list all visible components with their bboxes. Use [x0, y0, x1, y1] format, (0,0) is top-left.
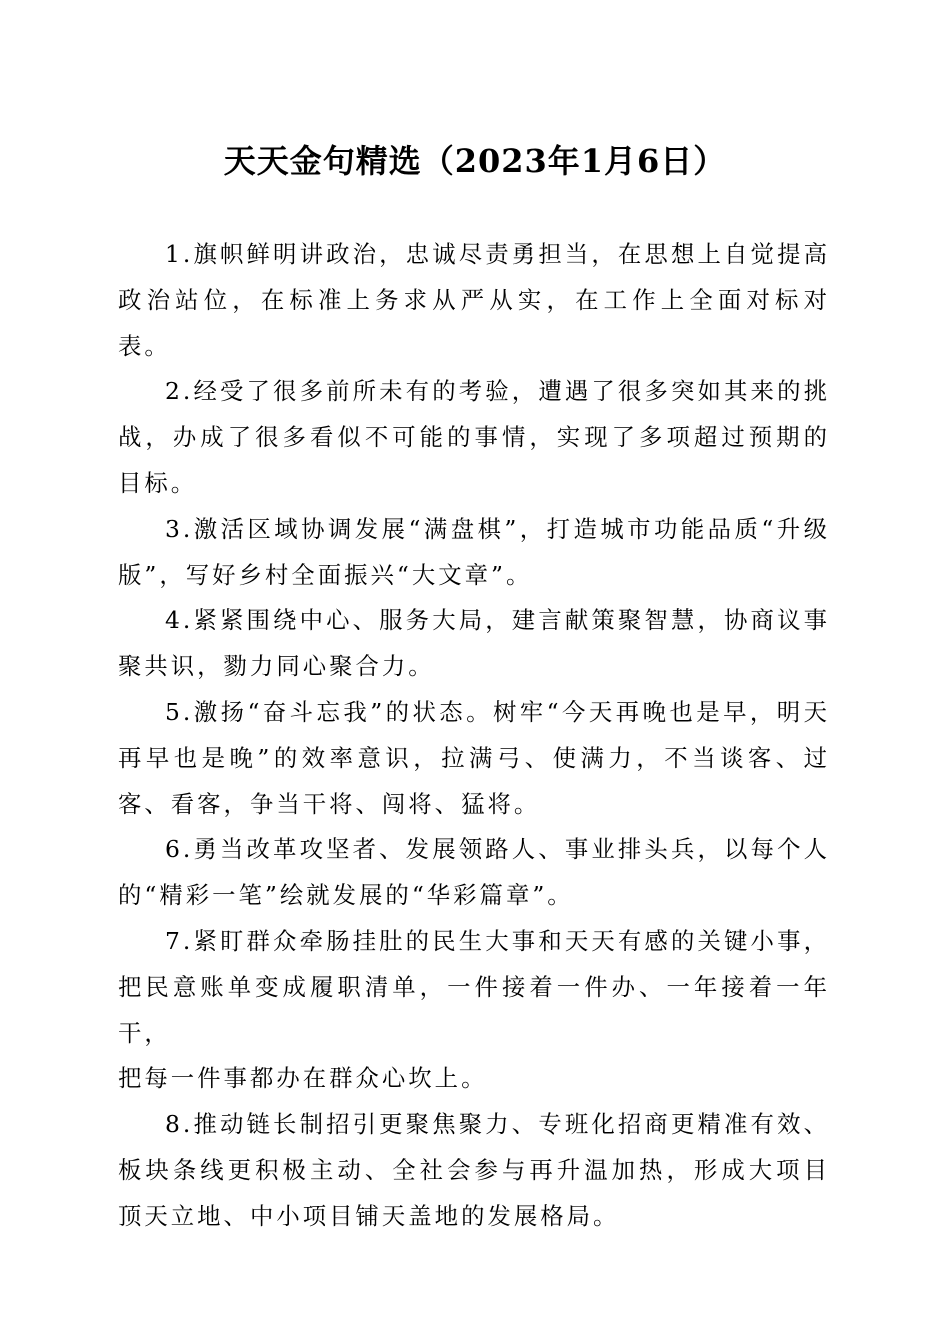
document-body — [118, 232, 830, 1240]
quote-item-4: 4.紧紧围绕中心、服务大局，建言献策聚智慧，协商议事聚共识，勠力同心聚合力。 — [118, 606, 830, 681]
quote-item-8: 8.推动链长制招引更聚焦聚力、专班化招商更精准有效、板块条线更积极主动、全社会参与再升温加热，形成大项目顶天立地、中小项目铺天盖地的发展格局。 — [118, 1110, 830, 1230]
quote-item-2: 2.经受了很多前所未有的考验，遭遇了很多突如其来的挑战，办成了很多看似不可能的事情，实现了多项超过预期的目标。 — [118, 377, 830, 497]
quote-item-6: 6.勇当改革攻坚者、发展领路人、事业排头兵，以每个人的“精彩一笔”绘就发展的“华彩篇章”。 — [118, 835, 830, 910]
quote-item-5: 5.激扬“奋斗忘我”的状态。树牢“今天再晚也是早，明天再早也是晚”的效率意识，拉满弓、使满力，不当谈客、过客、看客，争当干将、闯将、猛将。 — [118, 697, 830, 818]
document-title: 天天金句精选（2023年1月6日） — [223, 142, 727, 180]
quote-item-3: 3.激活区域协调发展“满盘棋”，打造城市功能品质“升级版”，写好乡村全面振兴“大文章”。 — [118, 514, 830, 589]
quote-item-1: 1.旗帜鲜明讲政治，忠诚尽责勇担当，在思想上自觉提高政治站位，在标准上务求从严从实，在工作上全面对标对表。 — [118, 240, 830, 360]
quote-item-7: 7.紧盯群众牵肠挂肚的民生大事和天天有感的关键小事，把民意账单变成履职清单，一件接着一件办、一年接着一年干， 把每一件事都办在群众心坎上。 — [118, 926, 830, 1093]
